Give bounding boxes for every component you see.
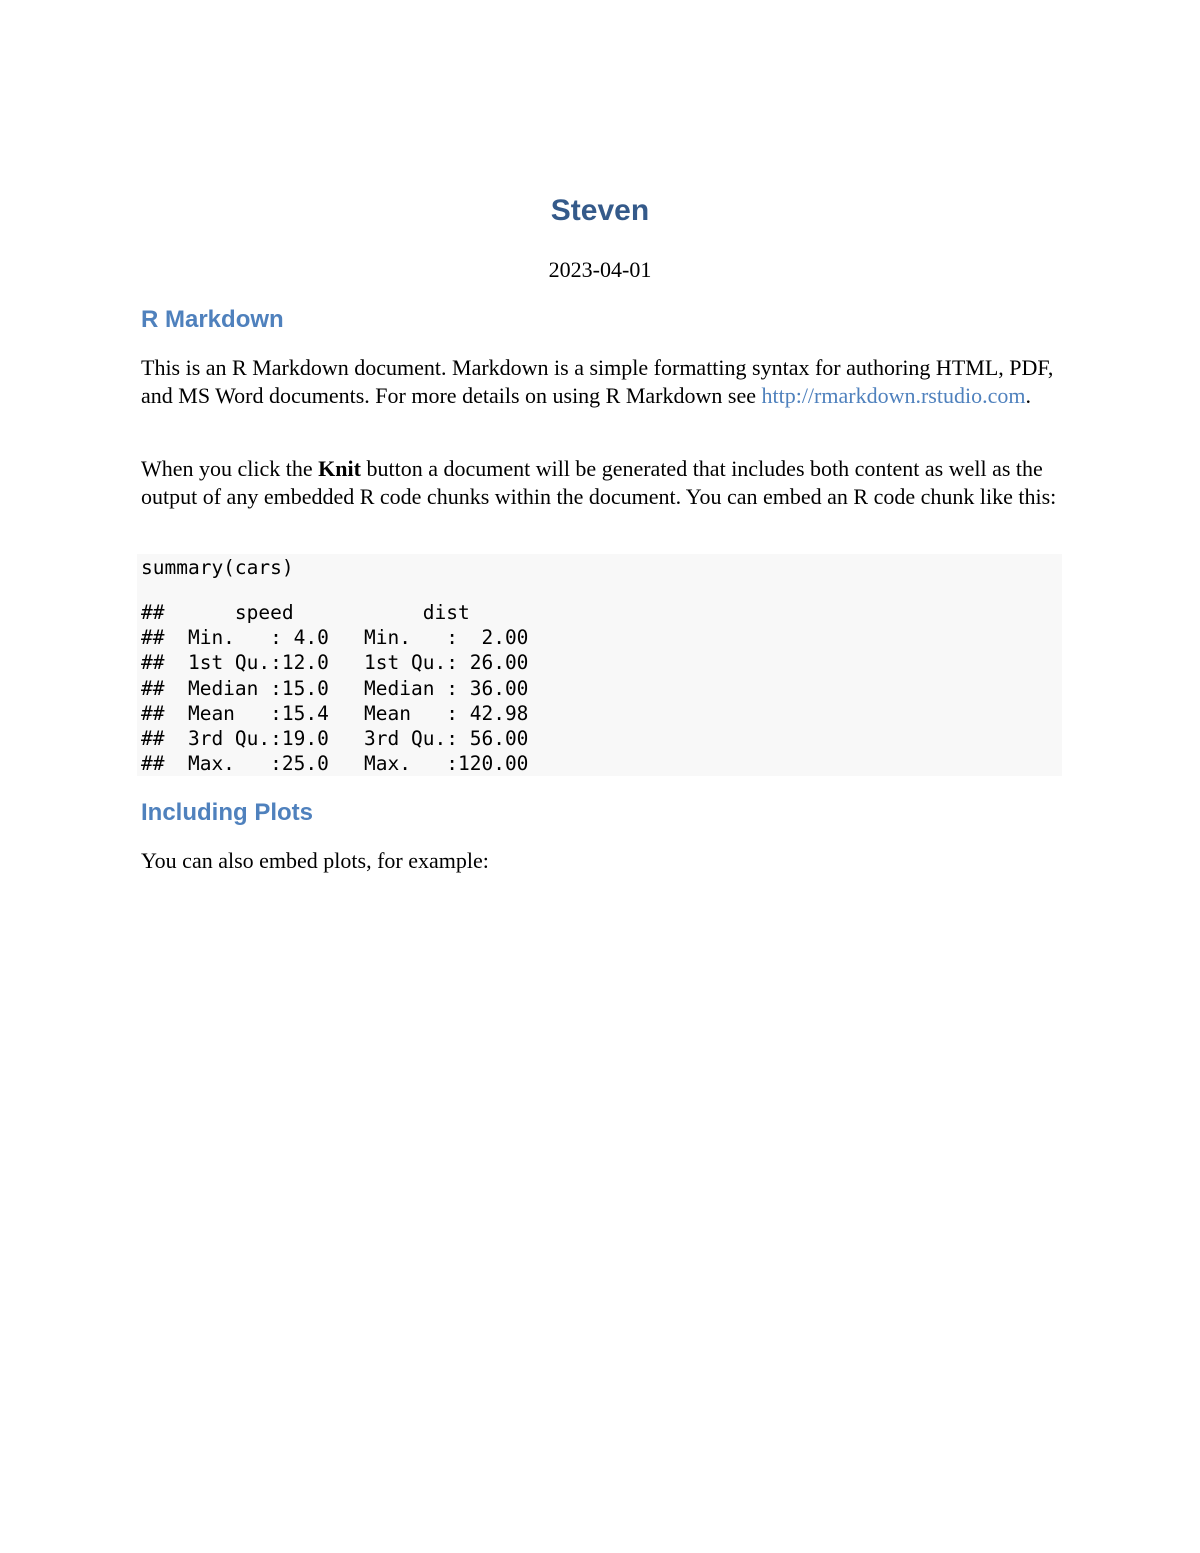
section-heading-including-plots: Including Plots	[141, 799, 313, 826]
output-line: ## Median :15.0 Median : 36.00	[141, 676, 552, 700]
intro-paragraph	[141, 354, 1066, 410]
code-input: summary(cars)	[141, 556, 294, 579]
knit-text-end: button a document will be generated that includes both content as well as the output of any embedded R code chunks within the document. You can embed an R code chunk like this:	[141, 456, 1057, 509]
knit-text-start: When you click the	[141, 456, 319, 481]
document-title: Steven	[550, 194, 650, 227]
output-line: ## speed dist	[141, 601, 552, 624]
output-line: ## Max. :25.0 Max. :120.00	[141, 752, 552, 776]
intro-text: This is an R Markdown document. Markdown is a simple formatting syntax for authoring HTML, PDF, and MS Word documents. For more details on using R Markdown see	[141, 355, 1054, 408]
output-line: ## Mean :15.4 Mean : 42.98	[141, 701, 552, 725]
knit-paragraph	[141, 455, 1066, 511]
code-output	[141, 600, 552, 776]
knit-bold-text: Knit	[318, 456, 361, 481]
document-date: 2023-04-01	[548, 257, 652, 282]
plots-paragraph: You can also embed plots, for example:	[141, 848, 489, 873]
output-line: ## 1st Qu.:12.0 1st Qu.: 26.00	[141, 651, 552, 675]
output-line: ## Min. : 4.0 Min. : 2.00	[141, 626, 552, 650]
rmarkdown-link[interactable]: http://rmarkdown.rstudio.com	[761, 383, 1026, 408]
intro-text-end: .	[1025, 383, 1031, 408]
section-heading-r-markdown: R Markdown	[141, 306, 284, 333]
output-line: ## 3rd Qu.:19.0 3rd Qu.: 56.00	[141, 727, 552, 751]
